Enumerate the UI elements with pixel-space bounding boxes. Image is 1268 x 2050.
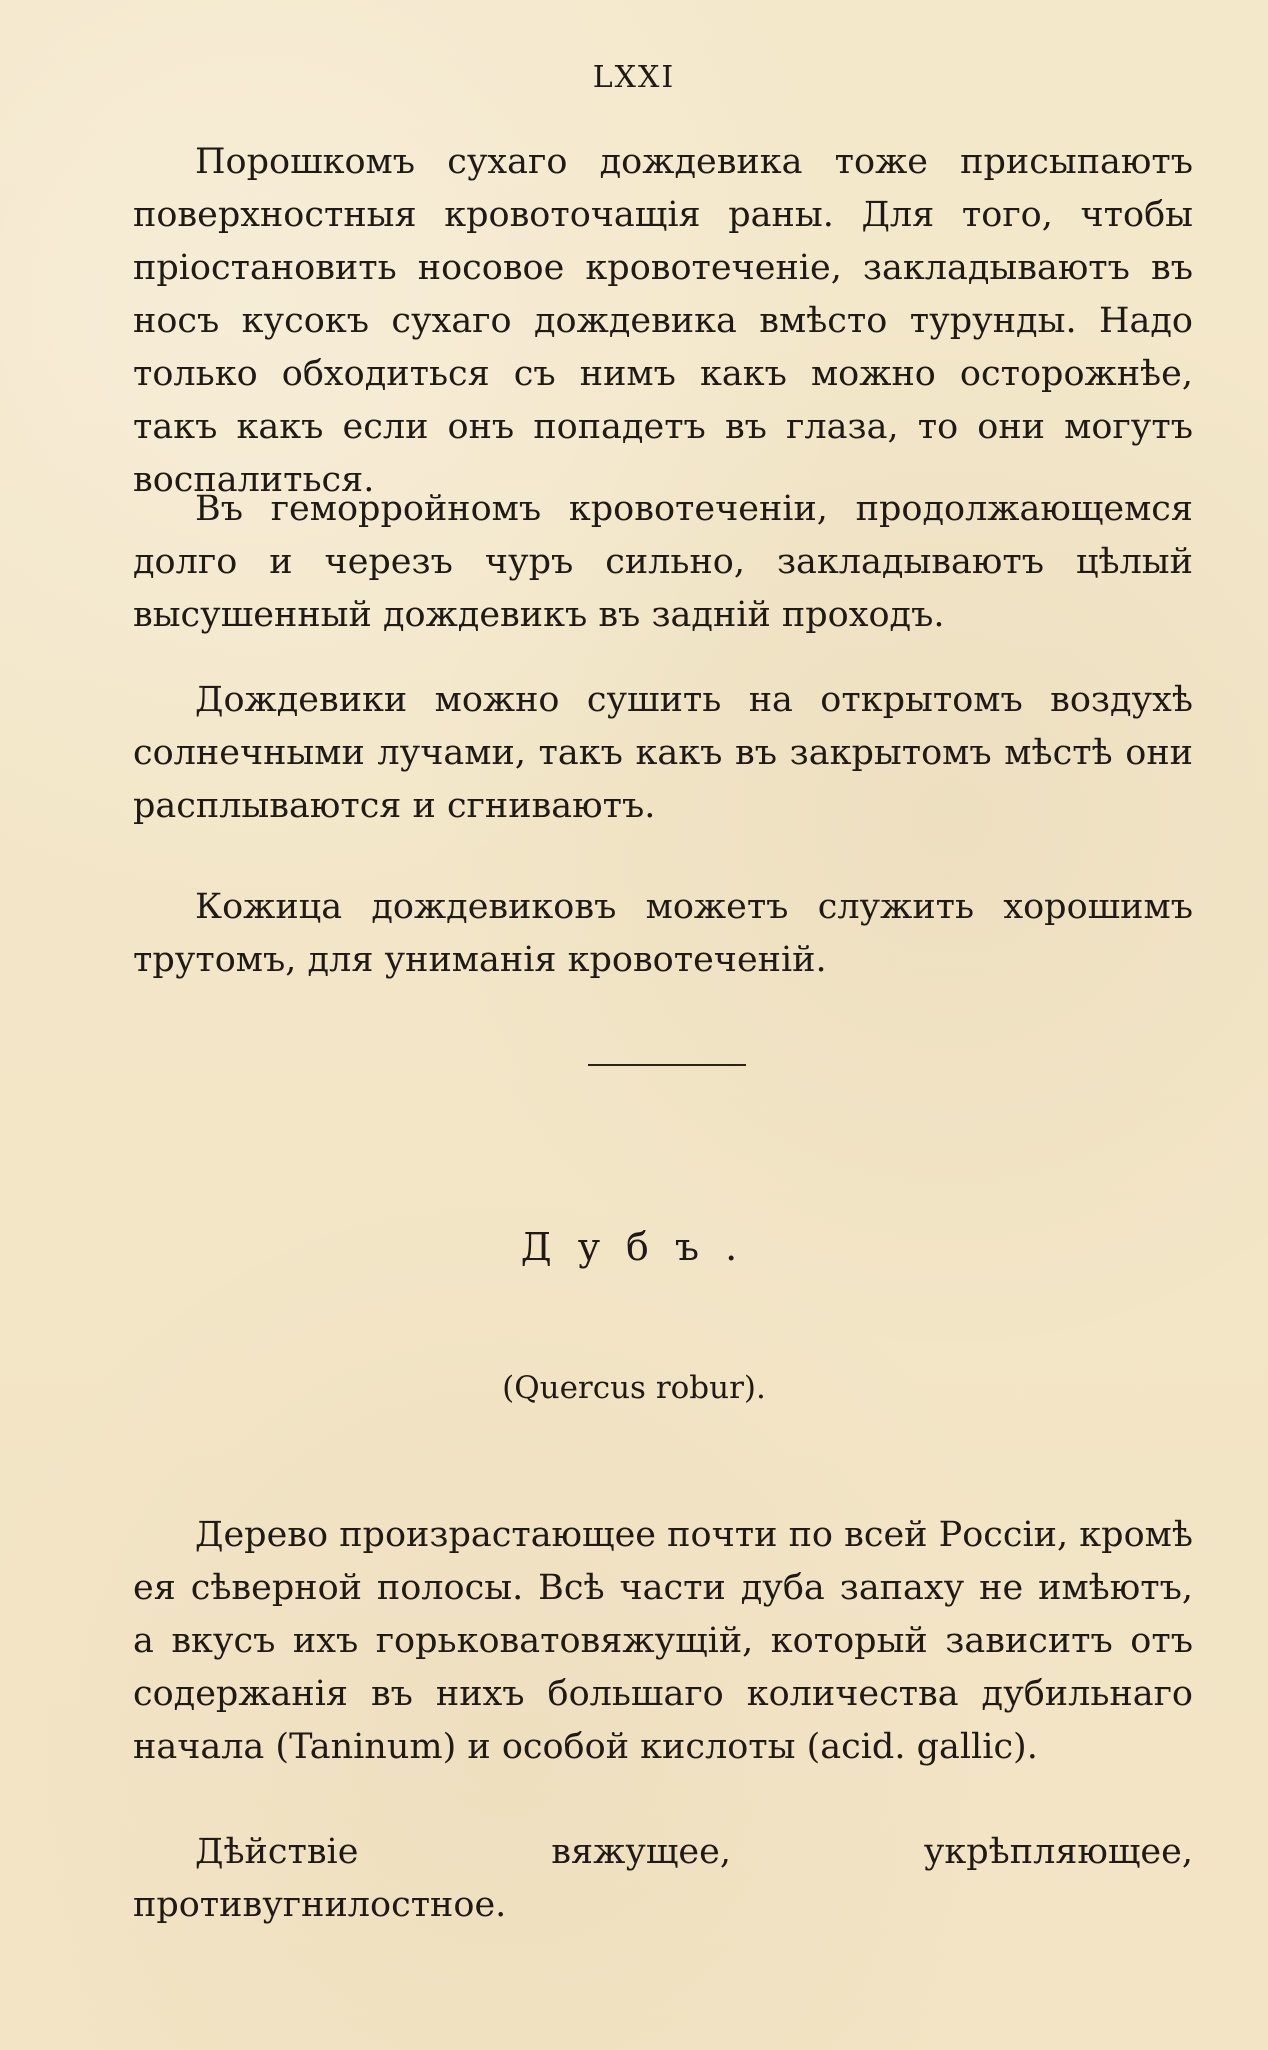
paragraph-text: Дождевики можно сушить на открытомъ воздухѣ солнечными лучами, такъ какъ въ закрытомъ мѣстѣ они расплываются и сгниваютъ. (133, 680, 1193, 826)
paragraph-text: Кожица дождевиковъ можетъ служить хорошимъ трутомъ, для униманія кровотеченій. (133, 887, 1193, 980)
paragraph-3 (133, 674, 1193, 833)
paragraph-2 (133, 483, 1193, 642)
description-paragraph-2 (133, 1826, 1193, 1932)
section-divider (588, 1064, 746, 1066)
latin-name: (Quercus robur). (502, 1370, 766, 1406)
paragraph-text: Порошкомъ сухаго дождевика тоже присыпаютъ поверхностныя кровоточащія раны. Для того, чтобы пріостановить носовое кровотеченіе, закладываютъ въ носъ кусокъ сухаго дождевика вмѣсто турунды. Надо только обходиться съ нимъ какъ можно осторожнѣе, такъ какъ если онъ попадетъ въ глаза, то они могутъ воспалиться. (133, 142, 1193, 500)
paragraph-text: Дѣйствіе вяжущее, укрѣпляющее, противугнилостное. (133, 1832, 1193, 1925)
section-title: Дубъ. (520, 1225, 764, 1269)
paragraph-text: Въ геморройномъ кровотеченіи, продолжающемся долго и черезъ чуръ сильно, закладываютъ цѣлый высушенный дождевикъ въ заднiй проходъ. (133, 489, 1193, 635)
paragraph-4 (133, 881, 1193, 987)
description-paragraph-1 (133, 1509, 1193, 1774)
page-number: LXXI (592, 60, 676, 95)
paragraph-text: Дерево произрастающее почти по всей Россіи, кромѣ ея сѣверной полосы. Всѣ части дуба запаху не имѣютъ, а вкусъ ихъ горьковатовяжущій, который зависитъ отъ содержанія въ нихъ большаго количества дубильнаго начала (Taninum) и особой кислоты (acid. gallic). (133, 1515, 1193, 1767)
paragraph-1 (133, 136, 1193, 507)
